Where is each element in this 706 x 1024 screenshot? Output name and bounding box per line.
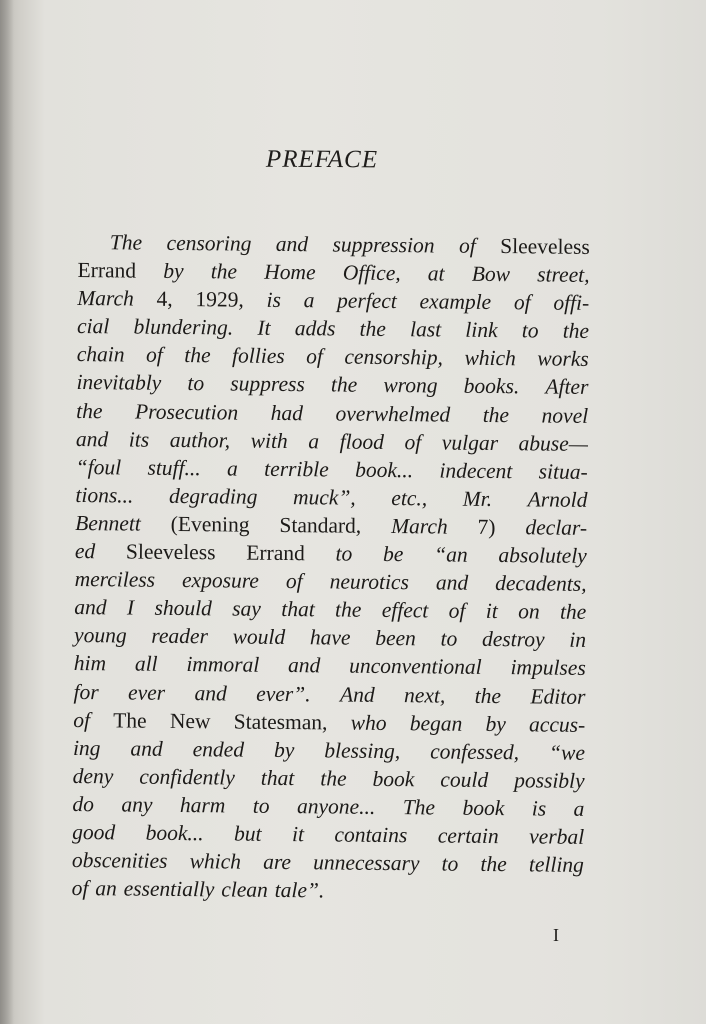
text-word: the bbox=[210, 259, 238, 284]
text-word: the bbox=[359, 316, 387, 342]
text-word: “we bbox=[548, 740, 586, 765]
text-word: abuse— bbox=[518, 430, 589, 456]
text-word: is bbox=[266, 288, 282, 313]
text-word: etc., bbox=[391, 485, 428, 511]
text-word: confidently bbox=[139, 764, 235, 790]
text-word: impulses bbox=[510, 655, 586, 681]
text-word: censoring bbox=[166, 230, 252, 256]
text-word: by bbox=[163, 258, 184, 284]
text-word: ever bbox=[127, 680, 166, 705]
text-word: muck”, bbox=[292, 484, 356, 510]
text-word: of bbox=[285, 569, 303, 594]
text-word: The bbox=[402, 795, 436, 820]
text-word: books. bbox=[463, 374, 520, 399]
text-word: blessing, bbox=[324, 738, 401, 763]
text-word: that bbox=[281, 597, 315, 622]
text-word: wrong bbox=[383, 373, 438, 398]
text-word: Bow bbox=[471, 261, 511, 287]
text-word: example bbox=[419, 289, 492, 315]
text-line bbox=[74, 565, 586, 598]
text-word: Office, bbox=[342, 260, 401, 286]
text-word: censorship, bbox=[344, 344, 444, 370]
text-word: have bbox=[309, 625, 351, 650]
text-word: the bbox=[562, 318, 590, 344]
text-word: last bbox=[409, 317, 442, 342]
text-word: tions... bbox=[75, 482, 134, 508]
text-word: to bbox=[441, 851, 459, 876]
text-word: with bbox=[250, 428, 288, 453]
text-word: “foul bbox=[75, 454, 122, 480]
text-word: author, bbox=[169, 427, 231, 453]
text-word: degrading bbox=[168, 483, 258, 509]
text-word: and bbox=[435, 570, 469, 595]
text-word: young bbox=[73, 623, 127, 648]
text-word: would bbox=[232, 624, 286, 650]
text-word: unnecessary bbox=[313, 850, 420, 876]
text-word: to bbox=[187, 371, 205, 396]
text-word: exposure bbox=[181, 568, 260, 593]
text-word: a bbox=[303, 288, 315, 313]
text-word: any bbox=[121, 792, 153, 817]
text-word: began bbox=[409, 710, 463, 736]
text-word: and bbox=[194, 680, 227, 705]
text-word: destroy bbox=[481, 627, 545, 652]
text-line bbox=[73, 677, 585, 710]
text-word: flood bbox=[339, 429, 385, 454]
text-word: After bbox=[545, 374, 589, 400]
text-word: at bbox=[427, 261, 445, 286]
text-word: on bbox=[518, 599, 540, 624]
text-word: ed bbox=[74, 539, 96, 564]
text-word: decadents, bbox=[495, 571, 587, 597]
text-word: suppress bbox=[230, 371, 305, 397]
text-word: clean bbox=[221, 877, 268, 903]
text-line bbox=[72, 874, 584, 907]
text-word: book bbox=[372, 766, 415, 792]
text-word: reader bbox=[151, 624, 209, 649]
text-word: blundering. bbox=[133, 314, 234, 340]
text-word: Editor bbox=[530, 683, 586, 709]
text-word: to bbox=[335, 541, 353, 566]
text-word: to bbox=[521, 318, 539, 343]
text-word: a bbox=[573, 796, 585, 821]
text-word: offi- bbox=[553, 290, 590, 316]
text-word: adds bbox=[294, 316, 336, 341]
text-word: Prosecution bbox=[134, 399, 239, 425]
text-word: Mr. bbox=[462, 486, 493, 511]
text-word: unconventional bbox=[349, 654, 482, 680]
text-word: And bbox=[339, 682, 375, 707]
text-word: the bbox=[320, 766, 347, 791]
page-number: I bbox=[553, 925, 559, 945]
text-word: and bbox=[74, 595, 107, 620]
text-word: ing bbox=[72, 735, 101, 760]
text-word: Sleeveless bbox=[125, 539, 216, 565]
text-word: suppression bbox=[332, 232, 435, 258]
text-word: of bbox=[306, 344, 324, 369]
text-word: that bbox=[260, 765, 295, 790]
text-word: accus- bbox=[529, 711, 586, 737]
page-heading: PREFACE bbox=[265, 145, 379, 174]
text-word: him bbox=[73, 651, 107, 676]
text-word: New bbox=[169, 708, 211, 733]
text-word: to bbox=[252, 793, 270, 818]
text-word: of bbox=[73, 707, 91, 732]
text-word: absolutely bbox=[498, 543, 587, 568]
text-word: certain bbox=[437, 823, 499, 849]
text-word: but bbox=[233, 821, 262, 846]
text-word: The bbox=[109, 230, 143, 255]
text-word: essentially bbox=[123, 876, 215, 902]
text-word: 4, bbox=[156, 286, 173, 312]
text-word: contains bbox=[334, 822, 408, 848]
text-word: should bbox=[154, 595, 212, 621]
text-word: 7) bbox=[477, 514, 496, 539]
text-word: and bbox=[130, 736, 163, 761]
text-word: confessed, bbox=[430, 739, 520, 764]
text-word: and bbox=[75, 426, 109, 451]
text-word: the bbox=[474, 683, 502, 708]
text-word: possibly bbox=[514, 767, 585, 793]
text-word: the bbox=[330, 372, 358, 398]
text-word: Home bbox=[264, 259, 316, 285]
text-word: novel bbox=[541, 403, 589, 428]
text-word: a bbox=[308, 428, 320, 453]
text-word: it bbox=[485, 599, 498, 624]
text-word: all bbox=[134, 651, 158, 677]
text-word: verbal bbox=[529, 824, 585, 849]
text-word: telling bbox=[528, 852, 584, 877]
text-word: Errand bbox=[246, 540, 305, 566]
text-word: could bbox=[440, 767, 489, 792]
text-word: chain bbox=[76, 342, 125, 367]
text-word: overwhelmed bbox=[335, 401, 451, 427]
text-word: ever”. bbox=[256, 681, 311, 706]
text-word: next, bbox=[403, 682, 446, 708]
text-word: who bbox=[350, 710, 387, 735]
text-line bbox=[76, 453, 588, 486]
text-word: Errand bbox=[77, 258, 137, 283]
text-word: March bbox=[77, 286, 134, 311]
text-word: a bbox=[226, 456, 238, 481]
text-word: and bbox=[287, 653, 321, 678]
text-word: which bbox=[189, 849, 242, 874]
text-word: March bbox=[391, 513, 448, 539]
text-word: been bbox=[375, 626, 416, 651]
text-word: Statesman, bbox=[233, 709, 328, 735]
text-word: to bbox=[440, 626, 458, 651]
text-word: the bbox=[76, 398, 103, 423]
text-word: the bbox=[480, 851, 507, 877]
text-word: works bbox=[537, 346, 589, 372]
text-word: neurotics bbox=[329, 569, 410, 595]
text-word: I bbox=[126, 595, 135, 620]
text-word: of bbox=[458, 233, 476, 258]
text-word: stuff... bbox=[147, 455, 201, 480]
text-word: effect bbox=[381, 598, 429, 623]
text-word: the bbox=[184, 343, 211, 368]
text-word: declar- bbox=[525, 515, 588, 540]
text-word: of bbox=[145, 343, 163, 368]
text-word: link bbox=[465, 318, 498, 343]
text-word: of bbox=[71, 876, 89, 901]
text-word: perfect bbox=[336, 288, 397, 314]
text-word: street, bbox=[537, 262, 590, 288]
text-word: deny bbox=[72, 763, 114, 789]
text-word: Arnold bbox=[527, 487, 588, 512]
text-line bbox=[76, 397, 588, 430]
text-word: book... bbox=[145, 820, 204, 846]
text-word: by bbox=[273, 737, 295, 762]
text-word: its bbox=[128, 427, 150, 452]
text-word: are bbox=[263, 849, 292, 875]
text-word: do bbox=[72, 791, 95, 817]
text-word: say bbox=[232, 596, 262, 621]
text-word: good bbox=[72, 819, 116, 845]
text-word: immoral bbox=[186, 652, 260, 678]
text-word: merciless bbox=[74, 567, 156, 592]
text-word: book bbox=[462, 795, 505, 820]
text-word: for bbox=[73, 679, 99, 704]
text-word: ended bbox=[192, 736, 245, 762]
text-word: of bbox=[513, 290, 531, 315]
text-word: be bbox=[382, 541, 404, 567]
text-word: cial bbox=[76, 314, 110, 339]
text-word: anyone... bbox=[296, 794, 376, 819]
text-word: the bbox=[482, 402, 510, 427]
text-word: Standard, bbox=[279, 512, 362, 538]
text-word: obscenities bbox=[71, 848, 168, 873]
text-word: tale”. bbox=[274, 878, 325, 903]
text-word: is bbox=[531, 796, 547, 821]
text-word: by bbox=[485, 711, 507, 736]
text-word: the bbox=[559, 599, 587, 625]
text-word: vulgar bbox=[441, 430, 499, 455]
text-word: the bbox=[334, 597, 362, 622]
text-word: which bbox=[464, 346, 516, 371]
text-word: and bbox=[275, 231, 309, 257]
text-word: 1929, bbox=[195, 287, 244, 312]
text-word: The bbox=[113, 707, 147, 733]
text-word: an bbox=[95, 876, 117, 901]
text-word: situa- bbox=[538, 459, 588, 484]
text-word: it bbox=[291, 822, 305, 847]
text-word: of bbox=[448, 598, 466, 623]
text-word: book... bbox=[355, 457, 414, 482]
text-word: (Evening bbox=[170, 511, 250, 537]
text-word: Sleeveless bbox=[500, 234, 590, 259]
text-word: follies bbox=[232, 343, 285, 369]
text-word: It bbox=[257, 316, 271, 341]
text-word: Bennett bbox=[75, 510, 141, 536]
text-word: in bbox=[569, 628, 587, 653]
text-word: terrible bbox=[264, 456, 329, 482]
text-word: “an bbox=[434, 542, 468, 567]
text-word: had bbox=[270, 400, 304, 425]
preface-paragraph bbox=[72, 228, 590, 907]
text-word: harm bbox=[179, 792, 226, 818]
text-word: inevitably bbox=[76, 370, 162, 396]
text-word: of bbox=[404, 429, 422, 454]
text-word: indecent bbox=[439, 458, 513, 483]
